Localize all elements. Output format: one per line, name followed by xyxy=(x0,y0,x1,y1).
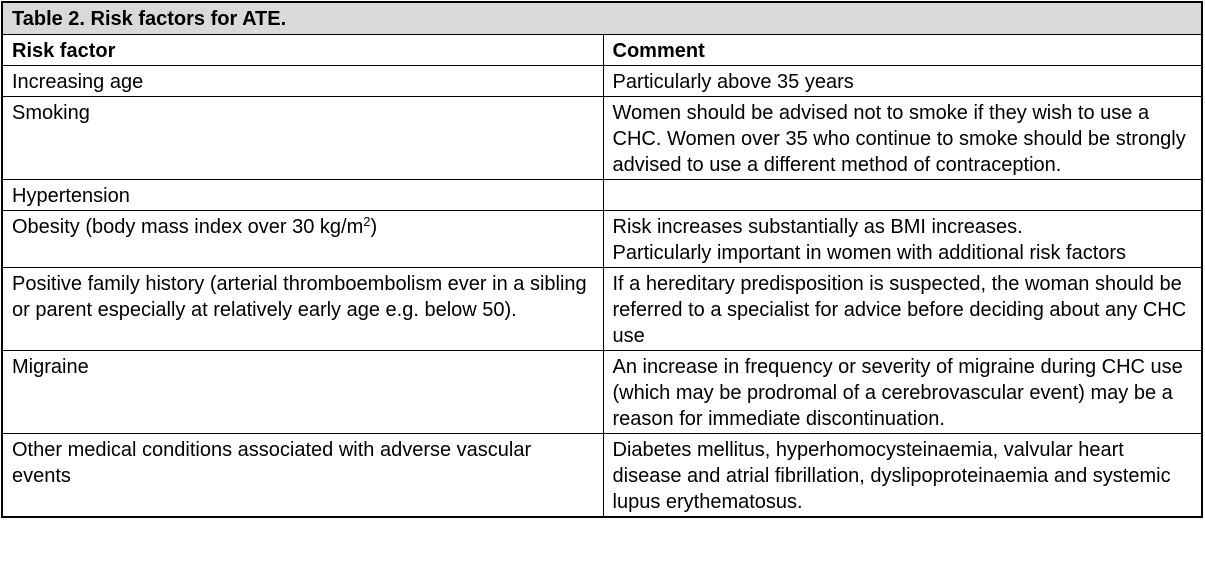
risk-factors-table-container xyxy=(1,1,1203,518)
comment-cell: Diabetes mellitus, hyperhomocysteinaemia, valvular heart disease and atrial fibrillation, dyslipoproteinaemia and systemic lupus erythematosus. xyxy=(603,434,1201,517)
risk-factor-cell: Hypertension xyxy=(3,180,603,211)
table-row xyxy=(3,211,1201,268)
header-comment: Comment xyxy=(603,35,1201,66)
comment-cell xyxy=(603,180,1201,211)
comment-cell: If a hereditary predisposition is suspected, the woman should be referred to a specialist for advice before deciding about any CHC use xyxy=(603,268,1201,351)
risk-factor-cell: Increasing age xyxy=(3,66,603,97)
table-row xyxy=(3,97,1201,180)
table-row xyxy=(3,66,1201,97)
table-caption: Table 2. Risk factors for ATE. xyxy=(3,3,1201,35)
table-row xyxy=(3,180,1201,211)
risk-factor-cell xyxy=(3,211,603,268)
risk-factor-text: Obesity (body mass index over 30 kg/m xyxy=(12,216,364,238)
risk-factor-cell: Smoking xyxy=(3,97,603,180)
header-risk-factor: Risk factor xyxy=(3,35,603,66)
table-row xyxy=(3,434,1201,517)
comment-line: Particularly important in women with additional risk factors xyxy=(612,242,1127,264)
risk-factor-text-suffix: ) xyxy=(370,216,378,238)
table-row xyxy=(3,351,1201,434)
comment-cell: Women should be advised not to smoke if they wish to use a CHC. Women over 35 who continue to smoke should be strongly advised to use a different method of contraception. xyxy=(603,97,1201,180)
superscript-exponent: 2 xyxy=(363,214,371,229)
comment-line: Risk increases substantially as BMI increases. xyxy=(612,216,1023,238)
comment-cell: An increase in frequency or severity of migraine during CHC use (which may be prodromal of a cerebrovascular event) may be a reason for immediate discontinuation. xyxy=(603,351,1201,434)
risk-factor-cell: Migraine xyxy=(3,351,603,434)
risk-factor-cell: Positive family history (arterial thromboembolism ever in a sibling or parent especially at relatively early age e.g. below 50). xyxy=(3,268,603,351)
table-caption-row xyxy=(3,3,1201,35)
comment-cell: Particularly above 35 years xyxy=(603,66,1201,97)
comment-cell xyxy=(603,211,1201,268)
risk-factors-table xyxy=(3,3,1201,516)
risk-factor-cell: Other medical conditions associated with adverse vascular events xyxy=(3,434,603,517)
table-header-row xyxy=(3,35,1201,66)
table-row xyxy=(3,268,1201,351)
